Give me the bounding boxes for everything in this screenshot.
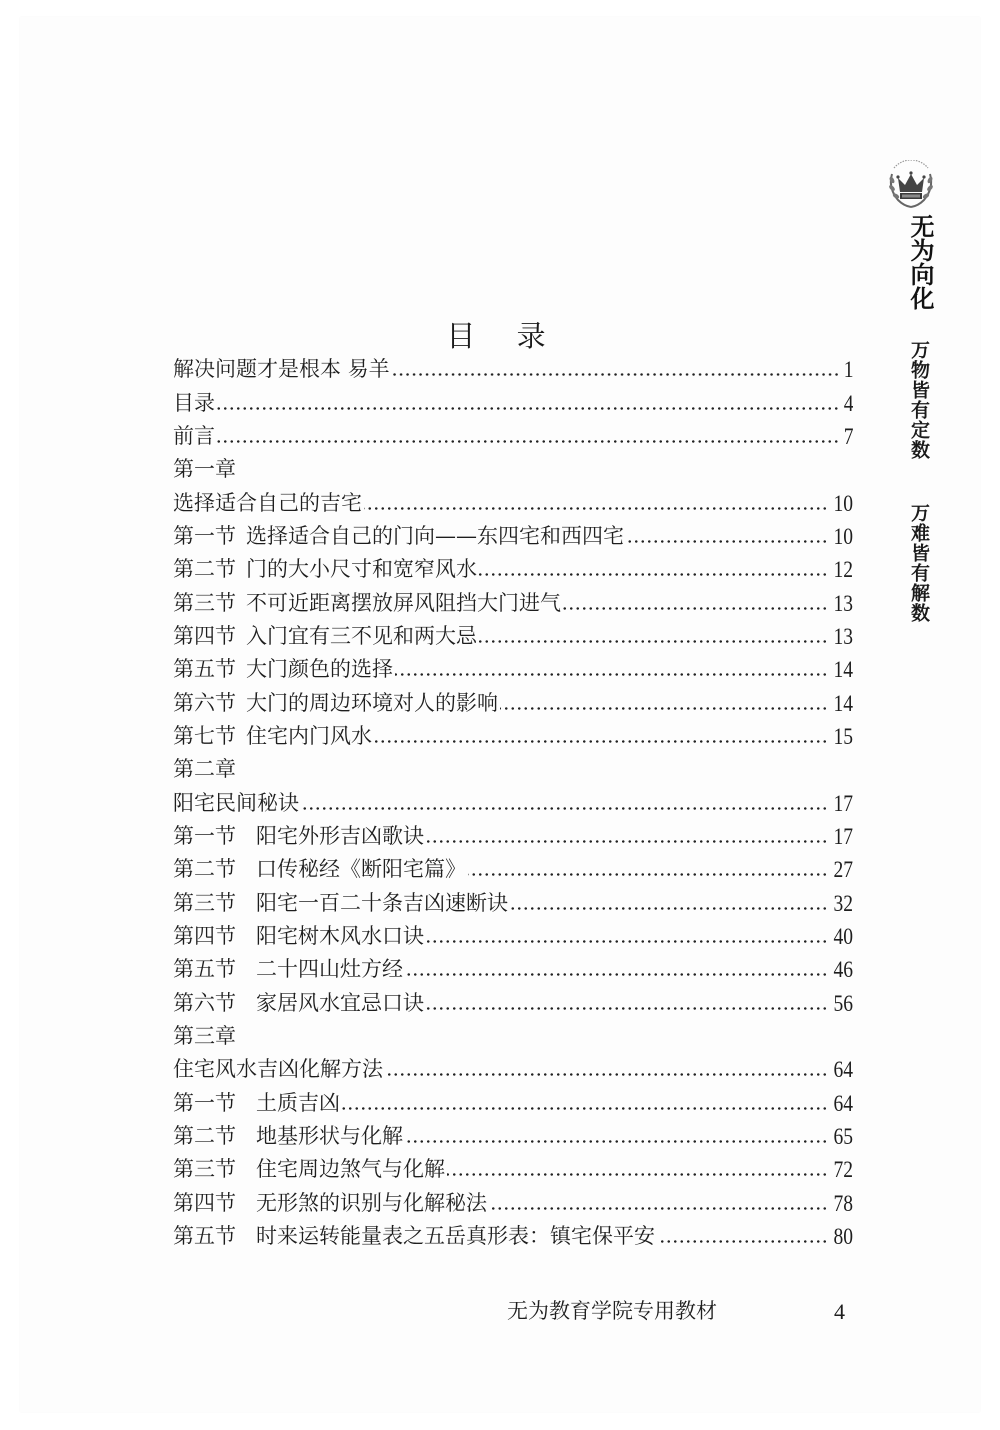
toc-entry <box>173 1087 853 1120</box>
toc-entry-title: 不可近距离摆放屏风阻挡大门进气 <box>246 590 561 615</box>
footer-label: 无为教育学院专用教材 <box>507 1299 717 1323</box>
toc-entry-text <box>173 1220 655 1253</box>
toc-entry-title: 家居风水宜忌口诀 <box>256 990 424 1015</box>
toc-entry-title: 土质吉凶 <box>256 1090 340 1115</box>
toc-section-number: 第三节 <box>173 1157 236 1182</box>
toc-section-number: 第六节 <box>173 690 236 715</box>
vertical-saying-1: 万物皆有定数 <box>908 340 930 460</box>
toc-page-number: 7 <box>843 423 853 449</box>
toc-entry-title: 口传秘经《断阳宅篇》 <box>256 857 466 882</box>
vertical-saying-2: 万难皆有解数 <box>908 503 930 623</box>
toc-section-number: 第一节 <box>173 1090 236 1115</box>
toc-page-number: 32 <box>833 890 853 916</box>
toc-entry-title: 住宅周边煞气与化解 <box>256 1157 445 1182</box>
toc-page-number: 13 <box>833 623 853 649</box>
toc-page-number: 13 <box>833 590 853 616</box>
toc-section-number: 第七节 <box>173 723 236 748</box>
toc-section-number: 第五节 <box>173 1224 236 1249</box>
toc-section-number: 第二节 <box>173 857 236 882</box>
toc-entry <box>173 420 853 453</box>
toc-entry <box>173 1187 853 1220</box>
toc-page-number: 80 <box>833 1224 853 1250</box>
toc-page-number: 40 <box>833 924 853 950</box>
toc-entry <box>173 620 853 653</box>
dot-leader <box>405 1120 828 1153</box>
toc-entry <box>173 1053 853 1086</box>
dot-leader <box>426 920 828 953</box>
toc-page-number: 46 <box>833 957 853 983</box>
toc-chapter-heading <box>173 453 853 486</box>
toc-entry <box>173 520 853 553</box>
toc-entry-text <box>173 1020 236 1053</box>
toc-entry-title: 地基形状与化解 <box>256 1124 403 1149</box>
toc-entry-title: 解决问题才是根本 易羊 <box>173 357 390 382</box>
toc-entry-text <box>173 487 362 520</box>
toc-entry-text <box>173 387 215 420</box>
dot-leader <box>563 587 828 620</box>
toc-entry-text <box>173 453 236 486</box>
toc-entry <box>173 920 853 953</box>
toc-entry-text <box>173 1087 340 1120</box>
toc-entry-title: 住宅风水吉凶化解方法 <box>173 1057 383 1082</box>
toc-entry <box>173 1120 853 1153</box>
dot-leader <box>364 487 828 520</box>
toc-entry-title: 前言 <box>173 423 215 448</box>
toc-entry-title: 第一章 <box>173 457 236 482</box>
toc-section-number: 第四节 <box>173 1190 236 1215</box>
toc-page-number: 1 <box>843 357 853 383</box>
toc-entry-title: 阳宅树木风水口诀 <box>256 924 424 949</box>
dot-leader <box>479 553 828 586</box>
toc-entry-text <box>173 853 466 886</box>
toc-entry-title: 阳宅一百二十条吉凶速断诀 <box>256 890 508 915</box>
toc-entry-title: 第二章 <box>173 757 236 782</box>
toc-entry-title: 大门颜色的选择 <box>246 657 393 682</box>
toc-page-number: 12 <box>833 557 853 583</box>
dot-leader <box>500 687 828 720</box>
dot-leader <box>447 1153 828 1186</box>
toc-entry-text <box>173 520 624 553</box>
toc-section-number: 第四节 <box>173 924 236 949</box>
dot-leader <box>489 1187 828 1220</box>
toc-title: 目 录 <box>446 319 562 353</box>
toc-entry-text <box>173 787 299 820</box>
dot-leader <box>217 420 840 453</box>
toc-list <box>173 353 853 1253</box>
toc-page-number: 15 <box>833 723 853 749</box>
toc-section-number: 第五节 <box>173 657 236 682</box>
toc-entry-title: 入门宜有三不见和两大忌 <box>246 623 477 648</box>
toc-entry-title: 阳宅民间秘诀 <box>173 790 299 815</box>
dot-leader <box>385 1053 828 1086</box>
toc-entry-text <box>173 820 424 853</box>
dot-leader <box>342 1087 828 1120</box>
dot-leader <box>468 853 828 886</box>
toc-page-number: 10 <box>833 523 853 549</box>
toc-entry-title: 无形煞的识别与化解秘法 <box>256 1190 487 1215</box>
toc-entry <box>173 953 853 986</box>
toc-entry-title: 二十四山灶方经 <box>256 957 403 982</box>
toc-chapter-heading <box>173 1020 853 1053</box>
toc-entry-text <box>173 687 498 720</box>
toc-section-number: 第一节 <box>173 823 236 848</box>
toc-entry <box>173 653 853 686</box>
toc-entry-text <box>173 353 390 386</box>
toc-entry-text <box>173 653 393 686</box>
toc-page-number: 72 <box>833 1157 853 1183</box>
footer-page-number: 4 <box>834 1299 845 1324</box>
dot-leader <box>657 1220 828 1253</box>
toc-entry <box>173 586 853 619</box>
toc-entry-title: 大门的周边环境对人的影响 <box>246 690 498 715</box>
dot-leader <box>217 387 840 420</box>
toc-page-number: 10 <box>833 490 853 516</box>
toc-entry-text <box>173 987 424 1020</box>
toc-entry <box>173 686 853 719</box>
toc-entry <box>173 853 853 886</box>
toc-page-number: 65 <box>833 1124 853 1150</box>
toc-entry <box>173 486 853 519</box>
toc-entry-title: 时来运转能量表之五岳真形表：镇宅保平安 <box>256 1224 655 1249</box>
toc-entry-title: 选择适合自己的门向——东四宅和西四宅 <box>246 523 624 548</box>
crown-laurel-emblem-icon <box>882 160 940 212</box>
toc-page-number: 14 <box>833 657 853 683</box>
toc-entry <box>173 1153 853 1186</box>
toc-section-number: 第四节 <box>173 623 236 648</box>
toc-chapter-heading <box>173 753 853 786</box>
toc-entry <box>173 786 853 819</box>
toc-entry-text <box>173 587 561 620</box>
toc-entry <box>173 987 853 1020</box>
toc-entry-title: 选择适合自己的吉宅 <box>173 490 362 515</box>
toc-entry <box>173 887 853 920</box>
dot-leader <box>426 820 828 853</box>
toc-entry <box>173 720 853 753</box>
toc-page-number: 64 <box>833 1090 853 1116</box>
toc-entry <box>173 1220 853 1253</box>
toc-entry-text <box>173 753 236 786</box>
toc-entry-text <box>173 1153 445 1186</box>
toc-entry-title: 住宅内门风水 <box>246 723 372 748</box>
toc-section-number: 第五节 <box>173 957 236 982</box>
dot-leader <box>626 520 828 553</box>
toc-entry-text <box>173 887 508 920</box>
toc-entry-title: 阳宅外形吉凶歌诀 <box>256 823 424 848</box>
dot-leader <box>426 987 828 1020</box>
dot-leader <box>395 653 828 686</box>
dot-leader <box>479 620 828 653</box>
toc-entry-title: 目录 <box>173 390 215 415</box>
toc-entry <box>173 353 853 386</box>
toc-page-number: 56 <box>833 990 853 1016</box>
toc-entry-text <box>173 553 477 586</box>
toc-entry-text <box>173 920 424 953</box>
dot-leader <box>374 720 828 753</box>
toc-page-number: 27 <box>833 857 853 883</box>
dot-leader <box>510 887 828 920</box>
toc-entry-title: 第三章 <box>173 1024 236 1049</box>
toc-entry <box>173 553 853 586</box>
toc-entry <box>173 820 853 853</box>
dot-leader <box>301 787 828 820</box>
toc-entry <box>173 386 853 419</box>
toc-page-number: 17 <box>833 823 853 849</box>
toc-section-number: 第一节 <box>173 523 236 548</box>
toc-section-number: 第六节 <box>173 990 236 1015</box>
toc-entry-text <box>173 620 477 653</box>
toc-page-number: 17 <box>833 790 853 816</box>
dot-leader <box>405 953 828 986</box>
toc-page-number: 4 <box>843 390 853 416</box>
toc-section-number: 第三节 <box>173 590 236 615</box>
vertical-motto: 无为向化 <box>906 214 934 310</box>
toc-page-number: 64 <box>833 1057 853 1083</box>
toc-entry-text <box>173 953 403 986</box>
toc-page-number: 78 <box>833 1190 853 1216</box>
toc-entry-text <box>173 1120 403 1153</box>
toc-section-number: 第二节 <box>173 1124 236 1149</box>
toc-entry-text <box>173 420 215 453</box>
toc-section-number: 第三节 <box>173 890 236 915</box>
toc-page-number: 14 <box>833 690 853 716</box>
toc-entry-text <box>173 1187 487 1220</box>
toc-entry-title: 门的大小尺寸和宽窄风水 <box>246 557 477 582</box>
toc-section-number: 第二节 <box>173 557 236 582</box>
dot-leader <box>392 353 840 386</box>
toc-entry-text <box>173 1053 383 1086</box>
toc-entry-text <box>173 720 372 753</box>
